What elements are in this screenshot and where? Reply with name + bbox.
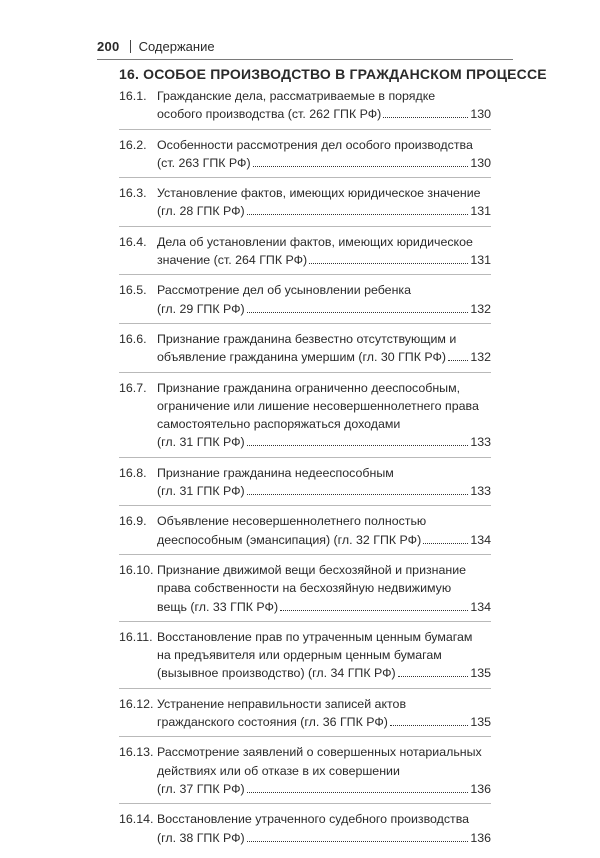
toc-entry-text: Признание гражданина безвестно отсутствующим и xyxy=(157,331,457,346)
toc-entry-line xyxy=(119,762,491,780)
toc-entry-line xyxy=(119,598,491,616)
dot-leader xyxy=(247,840,469,842)
toc-entry-number: 16.2. xyxy=(119,137,147,152)
toc-entry-number: 16.10. xyxy=(119,562,154,577)
toc-entry-text: Рассмотрение дел об усыновлении ребенка xyxy=(157,283,411,298)
toc-entry-line xyxy=(119,330,491,348)
toc-entry-page-number: 130 xyxy=(470,155,491,170)
toc-entry-line xyxy=(119,810,491,828)
toc-entry-text: Устранение неправильности записей актов xyxy=(157,696,407,711)
toc-entry-line xyxy=(119,464,491,482)
toc-entry-page-number: 131 xyxy=(470,204,491,219)
toc-entry-last-line xyxy=(157,348,491,366)
toc-entry-page-number: 133 xyxy=(470,435,491,450)
dot-leader xyxy=(390,724,468,726)
toc-entry[interactable] xyxy=(119,184,491,227)
toc-entry-line xyxy=(119,531,491,549)
toc-entry[interactable] xyxy=(119,695,491,738)
table-of-contents xyxy=(119,87,491,858)
toc-entry-line xyxy=(119,415,491,433)
toc-entry-page-number: 136 xyxy=(470,781,491,796)
toc-entry[interactable] xyxy=(119,561,491,622)
toc-entry[interactable] xyxy=(119,379,491,458)
toc-entry-line xyxy=(119,561,491,579)
toc-entry-last-line xyxy=(157,531,491,549)
toc-entry-line xyxy=(119,184,491,202)
toc-entry-text: (гл. 37 ГПК РФ) xyxy=(157,781,245,796)
toc-entry-text: гражданского состояния (гл. 36 ГПК РФ) xyxy=(157,715,388,730)
toc-entry[interactable] xyxy=(119,810,491,852)
toc-entry-number: 16.13. xyxy=(119,745,154,760)
toc-entry-line xyxy=(119,202,491,220)
toc-entry-text: (гл. 29 ГПК РФ) xyxy=(157,301,245,316)
toc-entry-line xyxy=(119,628,491,646)
toc-entry-page-number: 136 xyxy=(470,830,491,845)
toc-entry-number: 16.8. xyxy=(119,465,147,480)
toc-entry-text: значение (ст. 264 ГПК РФ) xyxy=(157,253,308,268)
toc-entry-last-line xyxy=(157,664,491,682)
dot-leader xyxy=(247,791,469,793)
dot-leader xyxy=(398,675,469,677)
toc-entry[interactable] xyxy=(119,233,491,276)
toc-entry-last-line xyxy=(157,482,491,500)
toc-entry-line xyxy=(119,780,491,798)
toc-entry-text: (гл. 31 ГПК РФ) xyxy=(157,484,245,499)
toc-entry-line xyxy=(119,154,491,172)
toc-entry-page-number: 130 xyxy=(470,107,491,122)
toc-entry-line xyxy=(119,105,491,123)
toc-entry-last-line xyxy=(157,780,491,798)
toc-entry-text: Восстановление прав по утраченным ценным бумагам xyxy=(157,629,473,644)
toc-entry-text: вещь (гл. 33 ГПК РФ) xyxy=(157,599,279,614)
toc-entry-line xyxy=(119,695,491,713)
dot-leader xyxy=(247,444,469,446)
toc-entry-line xyxy=(119,397,491,415)
toc-entry[interactable] xyxy=(119,464,491,507)
toc-entry-text: Объявление несовершеннолетнего полностью xyxy=(157,514,427,529)
dot-leader xyxy=(383,116,468,118)
toc-entry-text: (вызывное производство) (гл. 34 ГПК РФ) xyxy=(157,666,396,681)
toc-entry-page-number: 135 xyxy=(470,715,491,730)
toc-entry-number: 16.1. xyxy=(119,89,147,103)
toc-entry[interactable] xyxy=(119,136,491,179)
toc-entry-page-number: 132 xyxy=(470,301,491,316)
toc-entry-number: 16.4. xyxy=(119,234,147,249)
dot-leader xyxy=(280,609,468,611)
toc-entry-page-number: 131 xyxy=(470,253,491,268)
running-header xyxy=(97,38,513,60)
toc-entry-last-line xyxy=(157,154,491,172)
toc-entry-text: дееспособным (эмансипация) (гл. 32 ГПК РФ) xyxy=(157,532,422,547)
toc-entry-line xyxy=(119,233,491,251)
header-separator xyxy=(130,40,131,53)
toc-entry-text: ограничение или лишение несовершеннолетнего права xyxy=(157,398,479,413)
toc-entry-text: (гл. 38 ГПК РФ) xyxy=(157,830,245,845)
dot-leader xyxy=(309,262,468,264)
toc-entry-line xyxy=(119,433,491,451)
toc-entry-last-line xyxy=(157,433,491,451)
toc-entry-last-line xyxy=(157,105,491,123)
toc-entry-page-number: 133 xyxy=(470,484,491,499)
toc-entry-number: 16.12. xyxy=(119,696,154,711)
dot-leader xyxy=(247,311,469,313)
chapter-title: 16. ОСОБОЕ ПРОИЗВОДСТВО В ГРАЖДАНСКОМ ПРОЦЕССЕ xyxy=(119,66,547,82)
toc-entry-number: 16.9. xyxy=(119,514,147,529)
dot-leader xyxy=(448,359,468,361)
toc-entry-line xyxy=(119,743,491,761)
toc-entry-number: 16.14. xyxy=(119,812,154,827)
toc-entry-text: Восстановление утраченного судебного производства xyxy=(157,812,470,827)
toc-entry-line xyxy=(119,829,491,847)
toc-entry-line xyxy=(119,512,491,530)
toc-entry[interactable] xyxy=(119,330,491,373)
toc-entry[interactable] xyxy=(119,512,491,555)
toc-entry-text: (гл. 31 ГПК РФ) xyxy=(157,435,245,450)
dot-leader xyxy=(423,542,468,544)
toc-entry-last-line xyxy=(157,300,491,318)
toc-entry-line xyxy=(119,281,491,299)
toc-entry-line xyxy=(119,300,491,318)
toc-entry-text: Рассмотрение заявлений о совершенных нотариальных xyxy=(157,745,482,760)
toc-entry-text: Гражданские дела, рассматриваемые в порядке xyxy=(157,89,436,103)
toc-entry-text: Дела об установлении фактов, имеющих юридическое xyxy=(157,234,473,249)
toc-entry-text: Признание движимой вещи бесхозяйной и признание xyxy=(157,562,467,577)
toc-entry-text: объявление гражданина умершим (гл. 30 ГПК РФ) xyxy=(157,350,447,365)
toc-entry-page-number: 135 xyxy=(470,666,491,681)
page-number: 200 xyxy=(97,39,120,54)
toc-entry-text: на предъявителя или ордерным ценным бумагам xyxy=(157,648,442,663)
toc-entry-last-line xyxy=(157,202,491,220)
toc-entry-last-line xyxy=(157,713,491,731)
toc-entry-line xyxy=(119,87,491,105)
toc-entry-page-number: 132 xyxy=(470,350,491,365)
toc-entry-line xyxy=(119,379,491,397)
toc-entry-text: особого производства (ст. 262 ГПК РФ) xyxy=(157,107,382,122)
toc-entry-text: Признание гражданина недееспособным xyxy=(157,465,394,480)
dot-leader xyxy=(253,165,469,167)
toc-entry-text: (ст. 263 ГПК РФ) xyxy=(157,155,251,170)
dot-leader xyxy=(247,493,469,495)
toc-entry-line xyxy=(119,646,491,664)
toc-entry-number: 16.5. xyxy=(119,283,147,298)
toc-entry-line xyxy=(119,136,491,154)
toc-entry-text: Особенности рассмотрения дел особого производства xyxy=(157,137,473,152)
toc-entry[interactable] xyxy=(119,628,491,689)
toc-entry[interactable] xyxy=(119,281,491,324)
toc-entry-number: 16.7. xyxy=(119,380,147,395)
toc-entry[interactable] xyxy=(119,743,491,804)
toc-entry-line xyxy=(119,579,491,597)
toc-entry-page-number: 134 xyxy=(470,599,491,614)
toc-entry-last-line xyxy=(157,829,491,847)
toc-entry-line xyxy=(119,482,491,500)
toc-entry-text: самостоятельно распоряжаться доходами xyxy=(157,417,401,432)
toc-entry-number: 16.11. xyxy=(119,629,153,644)
toc-entry-line xyxy=(119,713,491,731)
toc-entry-text: (гл. 28 ГПК РФ) xyxy=(157,204,245,219)
toc-entry-last-line xyxy=(157,598,491,616)
toc-entry-line xyxy=(119,251,491,269)
toc-entry-number: 16.3. xyxy=(119,186,147,201)
toc-entry-text: права собственности на бесхозяйную недвижимую xyxy=(157,581,452,596)
toc-entry-number: 16.6. xyxy=(119,331,147,346)
toc-entry-last-line xyxy=(157,251,491,269)
toc-entry[interactable] xyxy=(119,87,491,130)
toc-entry-line xyxy=(119,664,491,682)
toc-entry-text: действиях или об отказе в их совершении xyxy=(157,763,400,778)
toc-entry-text: Установление фактов, имеющих юридическое значение xyxy=(157,186,481,201)
dot-leader xyxy=(247,213,469,215)
toc-entry-line xyxy=(119,348,491,366)
running-header-title: Содержание xyxy=(138,39,215,54)
toc-entry-page-number: 134 xyxy=(470,532,491,547)
toc-entry-text: Признание гражданина ограниченно дееспособным, xyxy=(157,380,461,395)
